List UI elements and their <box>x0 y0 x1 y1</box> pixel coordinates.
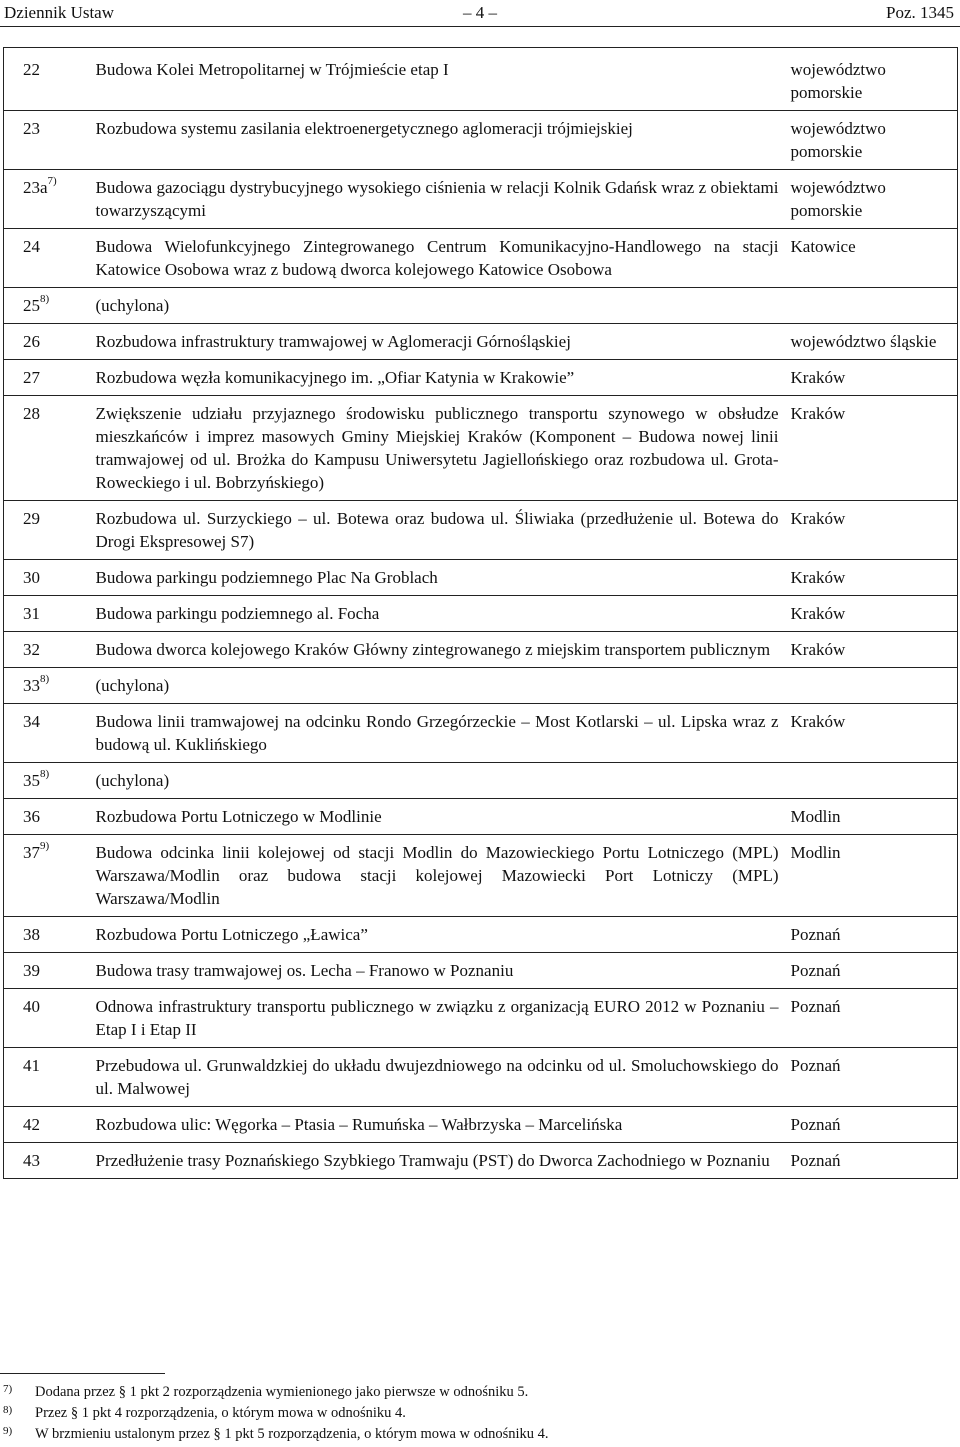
row-number: 40 <box>23 997 40 1016</box>
footnote-item <box>0 1382 960 1403</box>
project-description: (uchylona) <box>96 288 779 324</box>
row-number-cell <box>4 170 96 229</box>
project-description: Rozbudowa infrastruktury tramwajowej w Aglomeracji Górnośląskiej <box>96 324 779 360</box>
project-description: Przedłużenie trasy Poznańskiego Szybkiego Tramwaju (PST) do Dworca Zachodniego w Poznaniu <box>96 1143 779 1179</box>
project-description: Odnowa infrastruktury transportu publicznego w związku z organizacją EURO 2012 w Poznaniu – Etap I i Etap II <box>96 989 779 1048</box>
project-location: województwo pomorskie <box>779 111 958 170</box>
table-row <box>4 170 958 229</box>
project-location: Poznań <box>779 1048 958 1107</box>
row-number-cell <box>4 396 96 501</box>
row-number-cell <box>4 560 96 596</box>
project-location <box>779 668 958 704</box>
project-description: Przebudowa ul. Grunwaldzkiej do układu dwujezdniowego na odcinku od ul. Smoluchowskiego do ul. Malwowej <box>96 1048 779 1107</box>
row-number: 34 <box>23 712 40 731</box>
project-location: Poznań <box>779 989 958 1048</box>
row-number: 43 <box>23 1151 40 1170</box>
footnote-text: W brzmieniu ustalonym przez § 1 pkt 5 rozporządzenia, o którym mowa w odnośniku 4. <box>35 1426 549 1442</box>
row-number: 39 <box>23 961 40 980</box>
project-description: Budowa parkingu podziemnego Plac Na Groblach <box>96 560 779 596</box>
row-number: 27 <box>23 368 40 387</box>
table-row <box>4 360 958 396</box>
project-description: (uchylona) <box>96 763 779 799</box>
project-location: województwo śląskie <box>779 324 958 360</box>
project-location: Kraków <box>779 704 958 763</box>
row-number: 35 <box>23 771 40 790</box>
projects-table-body <box>4 48 958 1179</box>
table-row <box>4 560 958 596</box>
header-rule <box>0 26 960 27</box>
page-number: – 4 – <box>463 3 497 22</box>
table-row <box>4 324 958 360</box>
project-location: Kraków <box>779 632 958 668</box>
row-number-cell <box>4 799 96 835</box>
project-location: Kraków <box>779 596 958 632</box>
row-number-cell <box>4 763 96 799</box>
table-row <box>4 835 958 917</box>
row-number: 30 <box>23 568 40 587</box>
project-description: Budowa Wielofunkcyjnego Zintegrowanego Centrum Komunikacyjno-Handlowego na stacji Katowice Osobowa wraz z budową dworca kolejowego Katowice Osobowa <box>96 229 779 288</box>
row-number: 31 <box>23 604 40 623</box>
project-description: (uchylona) <box>96 668 779 704</box>
footnote-reference: 7) <box>47 175 57 188</box>
row-number: 22 <box>23 60 40 79</box>
footnote-item <box>0 1403 960 1424</box>
row-number-cell <box>4 501 96 560</box>
project-description: Budowa trasy tramwajowej os. Lecha – Franowo w Poznaniu <box>96 953 779 989</box>
project-description: Rozbudowa Portu Lotniczego w Modlinie <box>96 799 779 835</box>
table-row <box>4 396 958 501</box>
project-location: Kraków <box>779 501 958 560</box>
row-number-cell <box>4 668 96 704</box>
project-description: Budowa gazociągu dystrybucyjnego wysokiego ciśnienia w relacji Kolnik Gdańsk wraz z obiektami towarzyszącymi <box>96 170 779 229</box>
footnote-text: Dodana przez § 1 pkt 2 rozporządzenia wymienionego jako pierwsze w odnośniku 5. <box>35 1384 529 1400</box>
row-number: 33 <box>23 676 40 695</box>
table-row <box>4 799 958 835</box>
project-location: Modlin <box>779 799 958 835</box>
project-location: Poznań <box>779 1143 958 1179</box>
row-number-cell <box>4 596 96 632</box>
project-location: Poznań <box>779 953 958 989</box>
project-description: Rozbudowa Portu Lotniczego „Ławica” <box>96 917 779 953</box>
project-description: Budowa Kolei Metropolitarnej w Trójmieście etap I <box>96 48 779 111</box>
footnote-reference: 8) <box>40 768 50 781</box>
project-location: Poznań <box>779 1107 958 1143</box>
row-number: 23 <box>23 119 40 138</box>
table-row <box>4 288 958 324</box>
row-number: 41 <box>23 1056 40 1075</box>
row-number: 23a <box>23 178 48 197</box>
project-location: Katowice <box>779 229 958 288</box>
table-row <box>4 989 958 1048</box>
row-number: 32 <box>23 640 40 659</box>
table-row <box>4 704 958 763</box>
row-number-cell <box>4 989 96 1048</box>
table-row <box>4 1143 958 1179</box>
footnote-mark: 7) <box>3 1383 13 1395</box>
row-number-cell <box>4 360 96 396</box>
footnote-mark: 8) <box>3 1404 13 1416</box>
row-number-cell <box>4 835 96 917</box>
page-header <box>0 0 960 26</box>
table-row <box>4 229 958 288</box>
table-row <box>4 1048 958 1107</box>
table-row <box>4 501 958 560</box>
table-row <box>4 111 958 170</box>
row-number: 36 <box>23 807 40 826</box>
row-number-cell <box>4 1143 96 1179</box>
project-location <box>779 763 958 799</box>
row-number-cell <box>4 917 96 953</box>
row-number-cell <box>4 111 96 170</box>
row-number-cell <box>4 1107 96 1143</box>
row-number: 42 <box>23 1115 40 1134</box>
row-number-cell <box>4 704 96 763</box>
row-number-cell <box>4 324 96 360</box>
table-row <box>4 763 958 799</box>
projects-table <box>3 47 958 1179</box>
table-row <box>4 668 958 704</box>
position-number: Poz. 1345 <box>886 3 954 22</box>
footnote-reference: 8) <box>40 673 50 686</box>
project-description: Zwiększenie udziału przyjaznego środowisku publicznego transportu szynowego w obsłudze mieszkańców i imprez masowych Gminy Miejskiej Kraków (Komponent – Budowa nowej linii tramwajowej od ul. Brożka do Kampusu Uniwersytetu Jagiellońskiego oraz rozbudowa ul. Grota-Roweckiego i ul. Bobrzyńskiego) <box>96 396 779 501</box>
table-row <box>4 953 958 989</box>
row-number: 24 <box>23 237 40 256</box>
row-number: 38 <box>23 925 40 944</box>
project-description: Budowa odcinka linii kolejowej od stacji Modlin do Mazowieckiego Portu Lotniczego (MPL) Warszawa/Modlin oraz budowa stacji kolejowej Mazowiecki Port Lotniczy (MPL) Warszawa/Modlin <box>96 835 779 917</box>
project-location: Kraków <box>779 360 958 396</box>
footnote-reference: 9) <box>40 840 50 853</box>
footnote-item <box>0 1424 960 1445</box>
project-description: Budowa parkingu podziemnego al. Focha <box>96 596 779 632</box>
row-number-cell <box>4 632 96 668</box>
table-row <box>4 632 958 668</box>
table-row <box>4 917 958 953</box>
project-location <box>779 288 958 324</box>
row-number: 25 <box>23 296 40 315</box>
project-location: województwo pomorskie <box>779 48 958 111</box>
row-number-cell <box>4 1048 96 1107</box>
footnote-reference: 8) <box>40 293 50 306</box>
row-number-cell <box>4 288 96 324</box>
project-location: województwo pomorskie <box>779 170 958 229</box>
project-description: Budowa dworca kolejowego Kraków Główny zintegrowanego z miejskim transportem publicznym <box>96 632 779 668</box>
project-location: Kraków <box>779 396 958 501</box>
row-number-cell <box>4 953 96 989</box>
project-description: Rozbudowa ulic: Węgorka – Ptasia – Rumuńska – Wałbrzyska – Marcelińska <box>96 1107 779 1143</box>
footnote-mark: 9) <box>3 1425 13 1437</box>
project-description: Budowa linii tramwajowej na odcinku Rondo Grzegórzeckie – Most Kotlarski – ul. Lipska wraz z budową ul. Kuklińskiego <box>96 704 779 763</box>
project-location: Poznań <box>779 917 958 953</box>
footnotes <box>0 1382 960 1445</box>
row-number: 37 <box>23 843 40 862</box>
table-row <box>4 48 958 111</box>
project-description: Rozbudowa ul. Surzyckiego – ul. Botewa oraz budowa ul. Śliwiaka (przedłużenie ul. Botewa do Drogi Ekspresowej S7) <box>96 501 779 560</box>
journal-title: Dziennik Ustaw <box>4 3 115 22</box>
row-number: 29 <box>23 509 40 528</box>
table-row <box>4 1107 958 1143</box>
table-row <box>4 596 958 632</box>
footnote-rule <box>0 1373 165 1374</box>
footnote-text: Przez § 1 pkt 4 rozporządzenia, o którym mowa w odnośniku 4. <box>35 1405 406 1421</box>
project-description: Rozbudowa systemu zasilania elektroenergetycznego aglomeracji trójmiejskiej <box>96 111 779 170</box>
row-number: 28 <box>23 404 40 423</box>
row-number-cell <box>4 48 96 111</box>
row-number-cell <box>4 229 96 288</box>
row-number: 26 <box>23 332 40 351</box>
project-location: Kraków <box>779 560 958 596</box>
project-description: Rozbudowa węzła komunikacyjnego im. „Ofiar Katynia w Krakowie” <box>96 360 779 396</box>
project-location: Modlin <box>779 835 958 917</box>
